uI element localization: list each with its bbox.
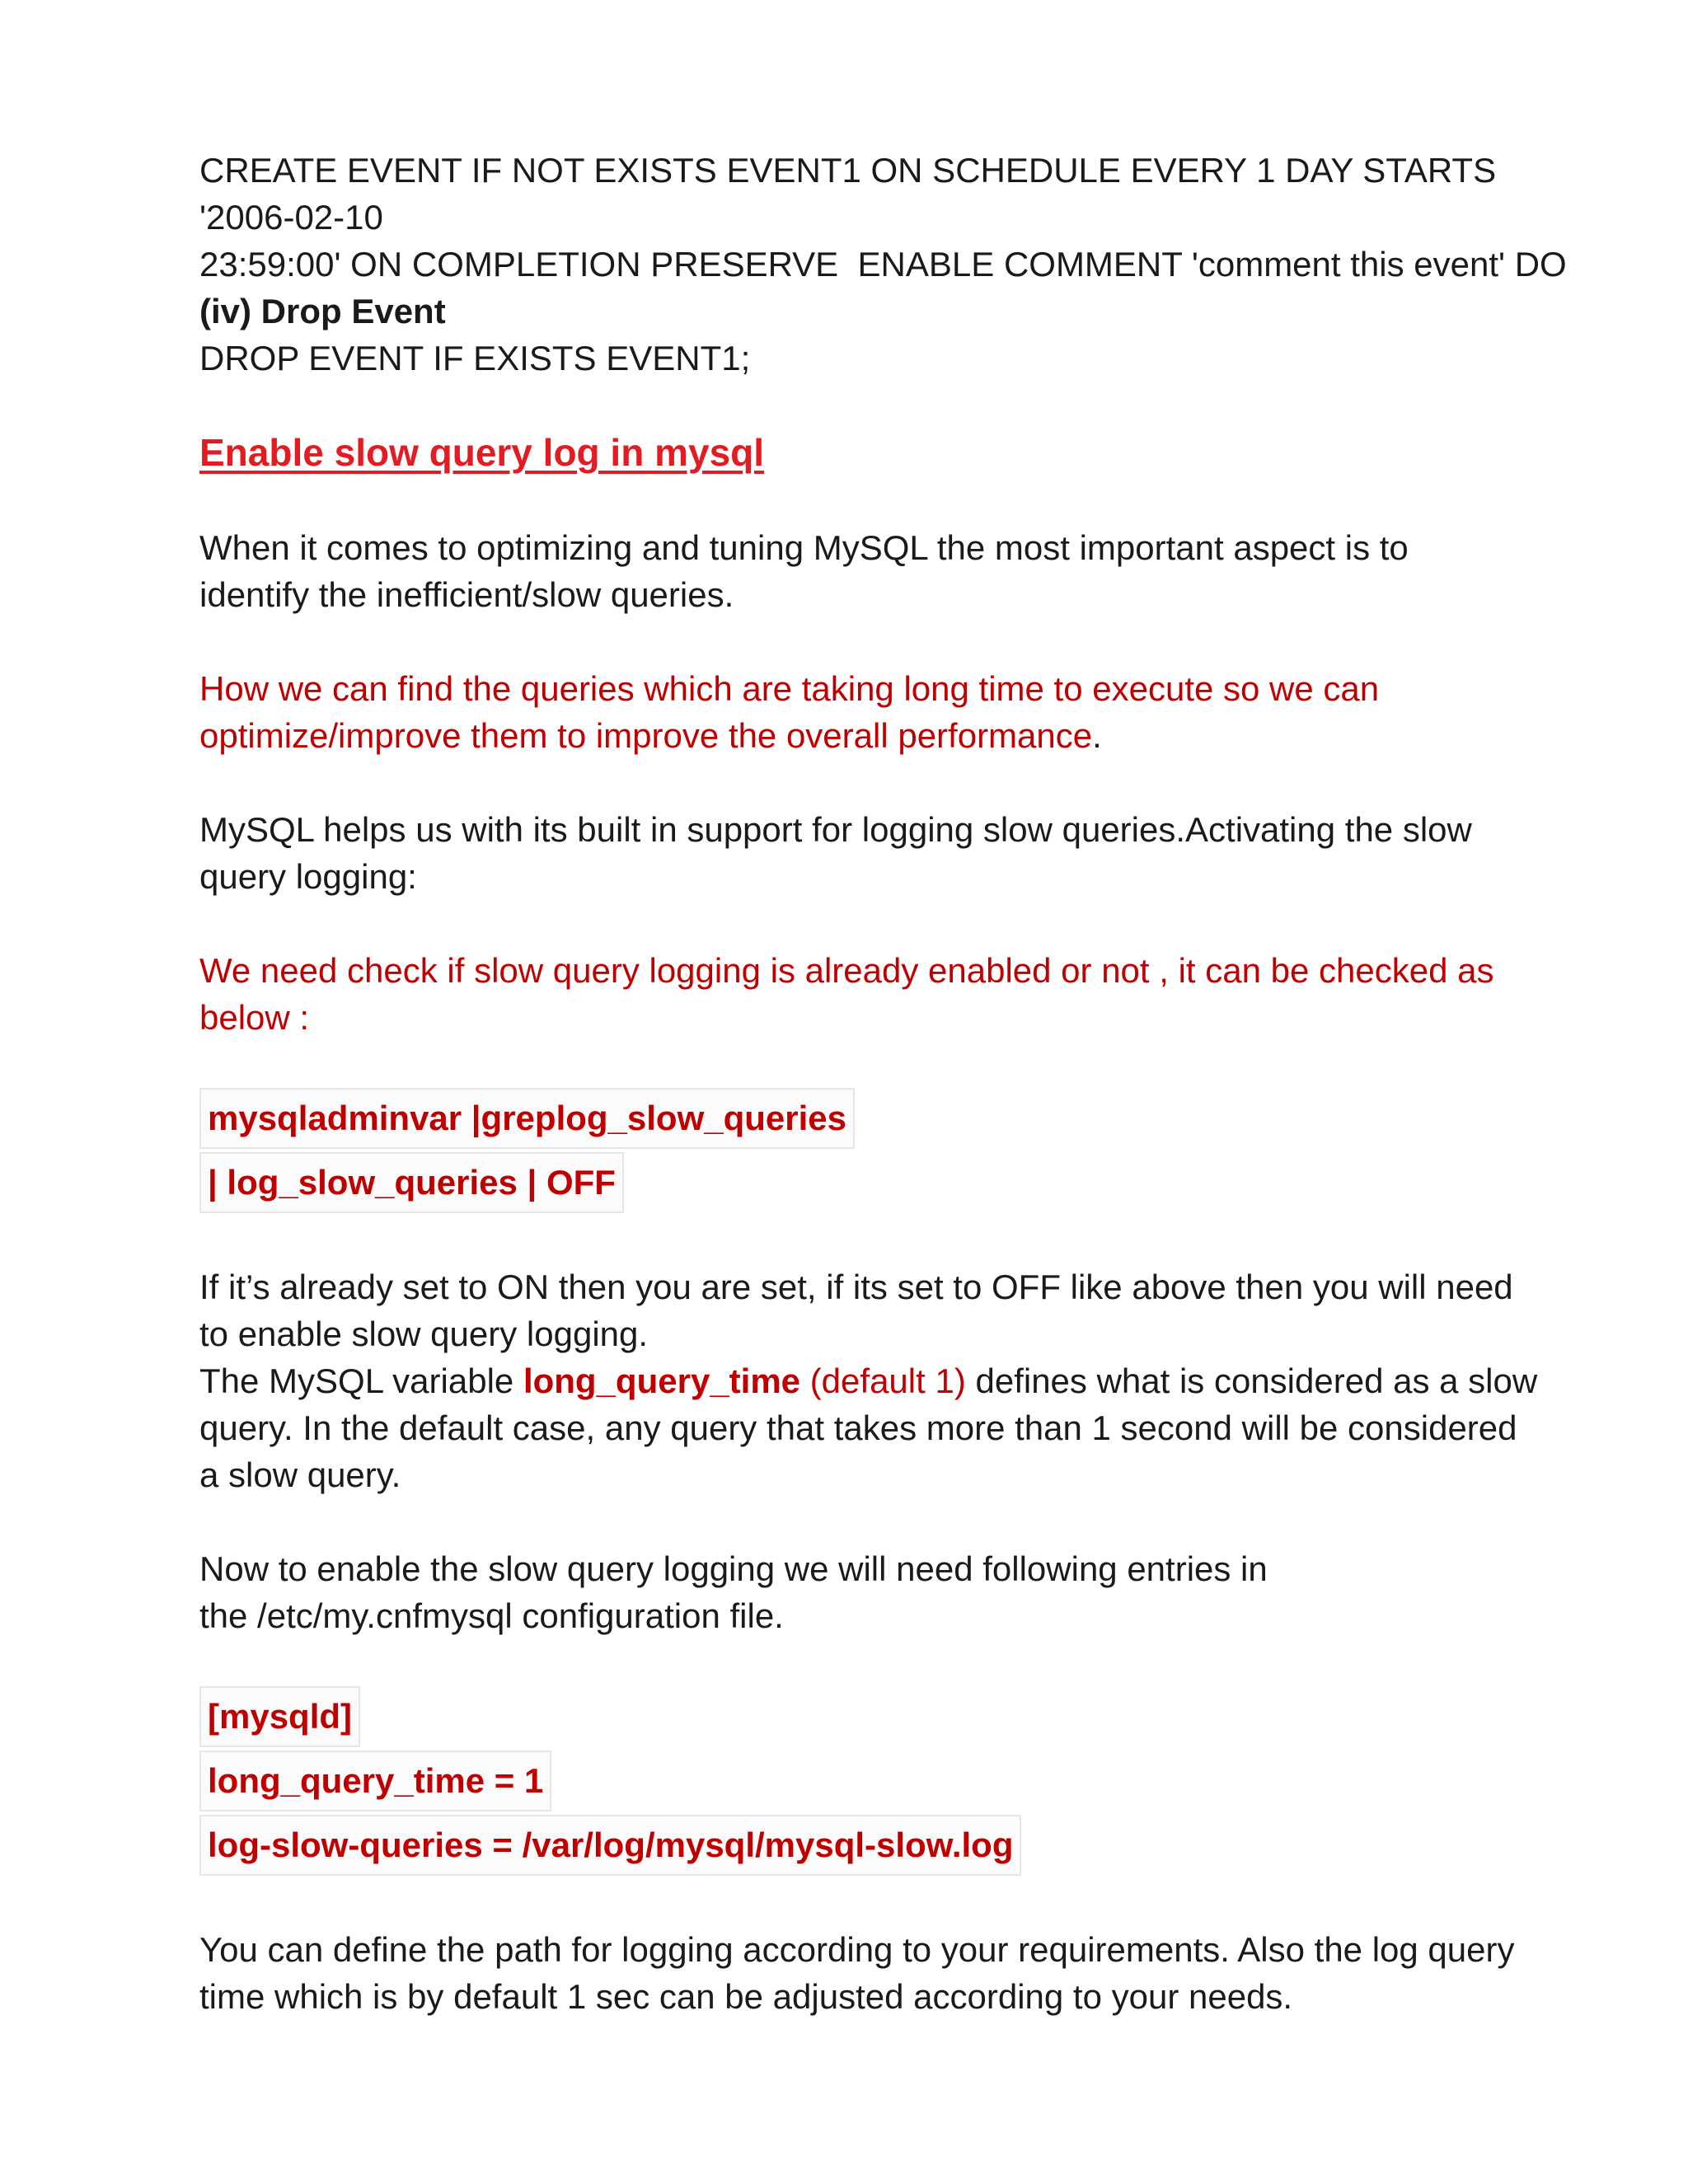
default-value: (default 1): [800, 1361, 966, 1400]
create-event-block: [199, 147, 1568, 382]
paragraph-config-intro: [199, 1545, 1568, 1639]
paragraph-builtin-support: [199, 806, 1568, 900]
paragraph-line: defines what is considered as a slow: [965, 1361, 1538, 1400]
code-block-check: [199, 1088, 1568, 1216]
create-event-line: 23:59:00' ON COMPLETION PRESERVE ENABLE COMMENT 'comment this event' DO: [199, 245, 1567, 284]
paragraph-line: If it’s already set to ON then you are set, if its set to OFF like above then you will need: [199, 1268, 1513, 1306]
paragraph-line: time which is by default 1 sec can be adjusted according to your needs.: [199, 1977, 1293, 2016]
code-line: log-slow-queries = /var/log/mysql/mysql-slow.log: [199, 1815, 1021, 1876]
paragraph-check-enabled: [199, 947, 1568, 1041]
paragraph-line: How we can find the queries which are taking long time to execute so we can: [199, 669, 1380, 708]
paragraph-line: We need check if slow query logging is already enabled or not , it can be checked as: [199, 951, 1494, 990]
paragraph-intro: [199, 524, 1568, 618]
paragraph-line: optimize/improve them to improve the overall performance: [199, 716, 1093, 755]
code-line: | log_slow_queries | OFF: [199, 1152, 624, 1213]
paragraph-path-note: [199, 1926, 1568, 2020]
code-line: long_query_time = 1: [199, 1750, 551, 1811]
paragraph-line: Now to enable the slow query logging we will need following entries in: [199, 1549, 1268, 1588]
paragraph-line: MySQL helps us with its built in support for logging slow queries.Activating the slow: [199, 810, 1472, 849]
paragraph-line: The MySQL variable: [199, 1361, 523, 1400]
section-title: Enable slow query log in mysql: [199, 431, 765, 474]
code-block-config: [199, 1686, 1568, 1879]
paragraph-line: identify the inefficient/slow queries.: [199, 575, 734, 614]
create-event-line: CREATE EVENT IF NOT EXISTS EVENT1 ON SCHEDULE EVERY 1 DAY STARTS '2006-02-10: [199, 151, 1506, 237]
paragraph-line: below :: [199, 998, 310, 1037]
paragraph-enable-explanation: [199, 1263, 1568, 1498]
period-mark: .: [1092, 716, 1102, 755]
drop-event-heading: (iv) Drop Event: [199, 292, 446, 330]
paragraph-line: When it comes to optimizing and tuning MySQL the most important aspect is to: [199, 528, 1409, 567]
paragraph-question: [199, 665, 1568, 759]
code-line: mysqladminvar |greplog_slow_queries: [199, 1088, 855, 1149]
paragraph-line: query. In the default case, any query that takes more than 1 second will be considered: [199, 1408, 1517, 1447]
drop-event-statement: DROP EVENT IF EXISTS EVENT1;: [199, 339, 751, 377]
paragraph-line: query logging:: [199, 857, 417, 896]
paragraph-line: a slow query.: [199, 1455, 401, 1494]
variable-name: long_query_time: [523, 1361, 801, 1400]
paragraph-line: to enable slow query logging.: [199, 1315, 649, 1353]
document-content: [199, 147, 1568, 2067]
code-line: [mysqld]: [199, 1686, 360, 1747]
paragraph-line: You can define the path for logging according to your requirements. Also the log query: [199, 1930, 1515, 1969]
paragraph-line: the /etc/my.cnfmysql configuration file.: [199, 1596, 784, 1635]
